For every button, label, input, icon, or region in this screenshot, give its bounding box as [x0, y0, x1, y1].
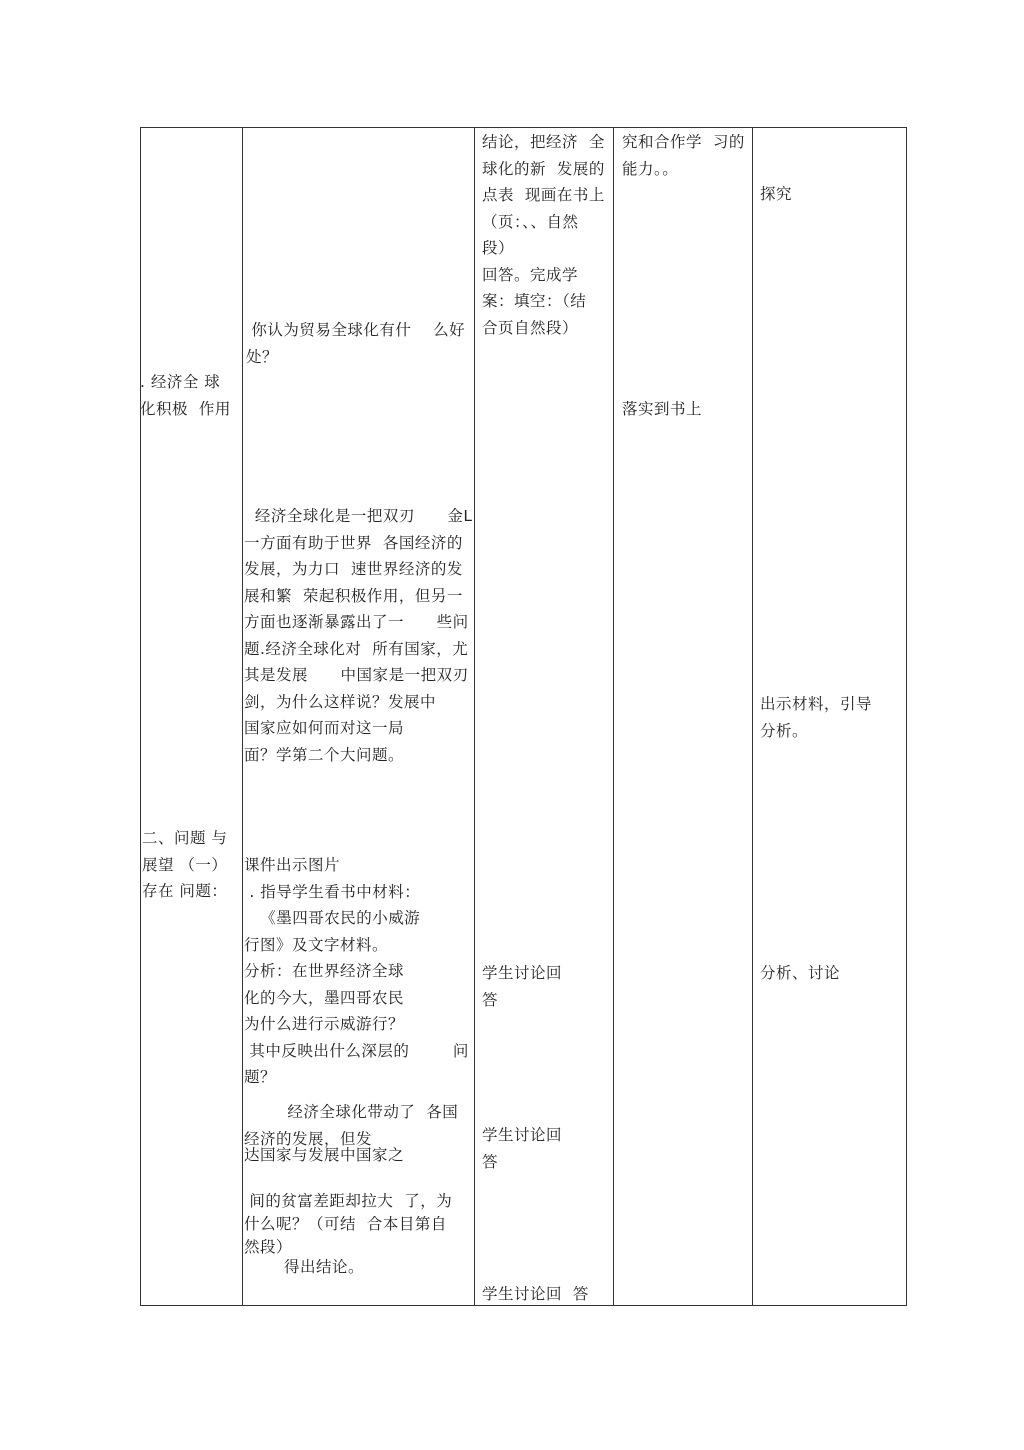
method-analyze-discuss: 分析、讨论: [760, 964, 841, 982]
table-border-top: [140, 127, 907, 128]
section1-topic: . 经济全 球 化积极 作用: [140, 373, 231, 418]
table-divider-col1: [242, 127, 243, 1306]
implement-in-book: 落实到书上: [622, 400, 703, 418]
method-show-material: 出示材料，引导 分析。: [760, 695, 873, 740]
student-discuss-2: 学生讨论回 答: [482, 1126, 563, 1171]
table-divider-col4: [752, 127, 753, 1306]
table-divider-col2: [474, 127, 475, 1306]
ability-goal: 究和合作学 习的 能力。。: [622, 133, 745, 178]
question-trade-globalization: 你认为贸易全球化有什 么好 处？: [246, 321, 466, 366]
draw-conclusion: 得出结论。: [246, 1258, 364, 1276]
method-explore: 探究: [760, 185, 793, 203]
student-discuss-3: 学生讨论回 答: [482, 1285, 589, 1303]
globalization-drives-paragraph: 经济全球化带动了 各国 经济的发展，但发: [244, 1103, 459, 1148]
double-edged-sword-paragraph: 经济全球化是一把双刃 金L 一方面有助于世界 各国经济的 发展，为力口 速世界经济的发 展和繁 荣起积极作用，但另一 方面也逐渐暴露出了一 些问 题.经济全球化对 所有国家，尤 其是发展 中国家是一把双刃 剑，为什么这样说？发展中 国家应如何而对这一局 面？学第二个大问题。: [244, 507, 473, 764]
table-border-right: [906, 127, 907, 1306]
table-border-left: [140, 127, 141, 1306]
table-divider-col3: [613, 127, 614, 1306]
conclusion-task: 结论，把经济 全 球化的新 发展的 点表 现画在书上 （页：、、自然 段） 回答。完成学 案：填空：（结 合页自然段）: [482, 133, 605, 337]
student-discuss-1: 学生讨论回 答: [482, 964, 563, 1009]
wealth-gap-paragraph: 达国家与发展中国家之 间的贫富差距却拉大 了，为 什么呢？（可结 合本目第自 然段）: [244, 1146, 453, 1256]
courseware-instructions: 课件出示图片 . 指导学生看书中材料： 《墨四哥农民的小威游 行图》及文字材料。 分析：在世界经济全球 化的今大，墨四哥农民 为什么进行示威游行？ 其中反映出什么深层的 问 题？: [244, 856, 469, 1086]
section2-topic: 二、问题 与 展望 （一） 存在 问题：: [142, 829, 228, 900]
